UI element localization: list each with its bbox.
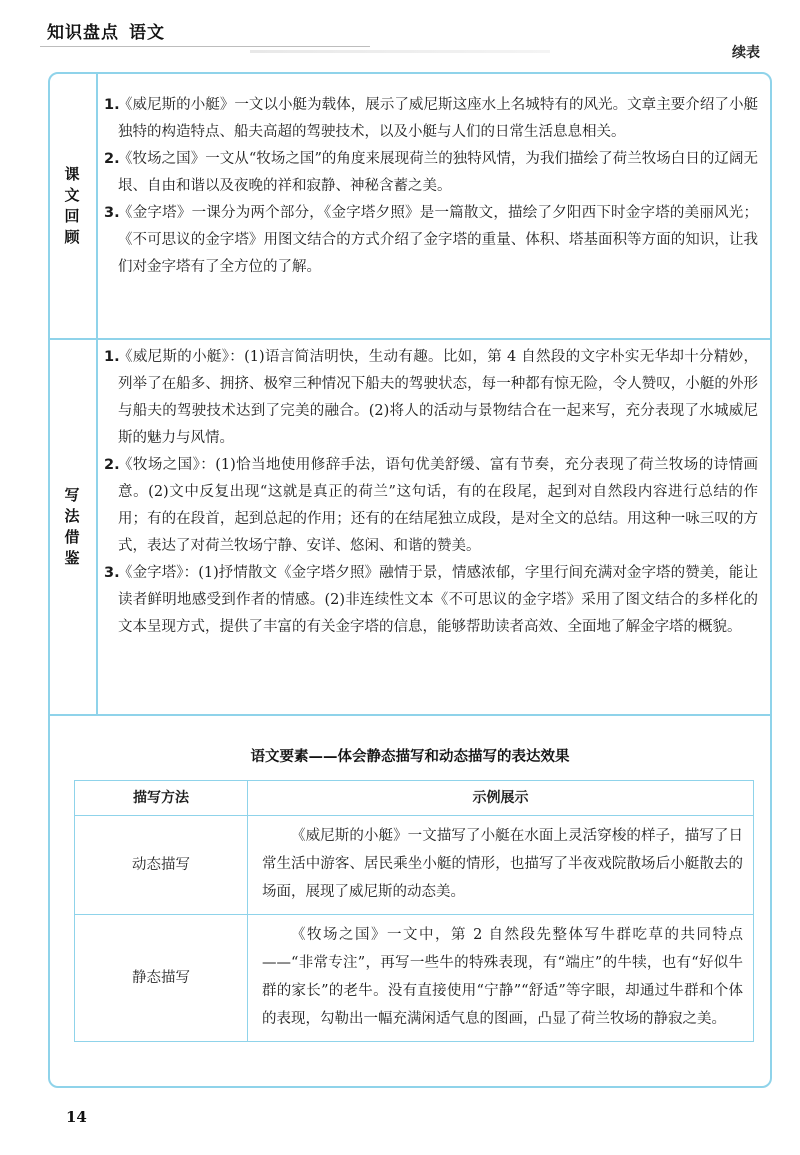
section-label-char: 回: [64, 207, 80, 225]
list-item: [104, 200, 758, 281]
section-label-char: 文: [64, 186, 80, 204]
section-label-writing: [48, 340, 96, 714]
section-label-char: 借: [64, 528, 80, 546]
label-column-divider: [96, 74, 98, 716]
item-text: 《牧场之国》一文从“牧场之国”的角度来展现荷兰的独特风情，为我们描绘了荷兰牧场白日的辽阔无垠、自由和谐以及夜晚的祥和寂静、神秘含蓄之美。: [118, 151, 758, 194]
table-header-row: [75, 781, 754, 816]
example-text: 《牧场之国》一文中，第 2 自然段先整体写牛群吃草的共同特点——“非常专注”，再写一些牛的特殊表现，有“端庄”的牛犊，也有“好似牛群的家长”的老牛。没有直接使用“宁静”“舒适”等字眼，却通过牛群和个体的表现，勾勒出一幅充满闲适气息的图画，凸显了荷兰牧场的静寂之美。: [262, 927, 743, 1027]
item-text: 《威尼斯的小艇》一文以小艇为载体，展示了威尼斯这座水上名城特有的风光。文章主要介绍了小艇独特的构造特点、船夫高超的驾驶技术，以及小艇与人们的日常生活息息相关。: [118, 97, 758, 140]
list-item: [104, 92, 758, 146]
section-body-review: [104, 92, 758, 281]
method-cell: 静态描写: [75, 915, 248, 1042]
column-header-method: 描写方法: [75, 781, 248, 816]
language-element-title: 语文要素——体会静态描写和动态描写的表达效果: [250, 749, 570, 765]
example-cell: [248, 915, 754, 1042]
example-cell: [248, 816, 754, 915]
table-row: [75, 816, 754, 915]
list-item: [104, 146, 758, 200]
section-label-char: 顾: [64, 228, 80, 246]
item-number: 3.: [104, 205, 120, 221]
method-cell: 动态描写: [75, 816, 248, 915]
header-divider: [40, 46, 370, 47]
section-label-review: [48, 74, 96, 338]
list-item: [104, 452, 758, 560]
item-number: 2.: [104, 151, 120, 167]
section-label-char: 课: [64, 165, 80, 183]
continued-label: 续表: [732, 45, 760, 61]
page-header: [47, 18, 165, 43]
description-methods-table: [74, 780, 754, 1042]
section-divider: [48, 338, 772, 340]
item-number: 1.: [104, 97, 120, 113]
item-number: 1.: [104, 349, 120, 365]
section-body-writing: [104, 344, 758, 641]
item-text: 《金字塔》一课分为两个部分，《金字塔夕照》是一篇散文，描绘了夕阳西下时金字塔的美丽风光；《不可思议的金字塔》用图文结合的方式介绍了金字塔的重量、体积、塔基面积等方面的知识，让我们对金字塔有了全方位的了解。: [118, 205, 758, 275]
page-number: 14: [66, 1108, 87, 1126]
section-label-char: 鉴: [64, 549, 80, 567]
section-divider: [48, 714, 772, 716]
item-text: 《威尼斯的小艇》：(1)语言简洁明快，生动有趣。比如，第 4 自然段的文字朴实无华却十分精妙，列举了在船多、拥挤、极窄三种情况下船夫的驾驶状态，每一种都有惊无险，令人赞叹，小艇的外形与船夫的驾驶技术达到了完美的融合。(2)将人的活动与景物结合在一起来写，充分表现了水城威尼斯的魅力与风情。: [118, 349, 758, 446]
list-item: [104, 344, 758, 452]
header-shade-bar: [250, 50, 550, 53]
item-number: 3.: [104, 565, 120, 581]
item-text: 《金字塔》：(1)抒情散文《金字塔夕照》融情于景，情感浓郁，字里行间充满对金字塔的赞美，能让读者鲜明地感受到作者的情感。(2)非连续性文本《不可思议的金字塔》采用了图文结合的多样化的文本呈现方式，提供了丰富的有关金字塔的信息，能够帮助读者高效、全面地了解金字塔的概貌。: [118, 565, 758, 635]
section-label-char: 法: [64, 507, 80, 525]
table-row: [75, 915, 754, 1042]
book-title: 知识盘点: [47, 23, 119, 43]
item-text: 《牧场之国》：(1)恰当地使用修辞手法，语句优美舒缓、富有节奏，充分表现了荷兰牧场的诗情画意。(2)文中反复出现“这就是真正的荷兰”这句话，有的在段尾，起到对自然段内容进行总结的作用；有的在段首，起到总起的作用；还有的在结尾独立成段，是对全文的总结。用这种一咏三叹的方式，表达了对荷兰牧场宁静、安详、悠闲、和谐的赞美。: [118, 457, 758, 554]
example-text: 《威尼斯的小艇》一文描写了小艇在水面上灵活穿梭的样子，描写了日常生活中游客、居民乘坐小艇的情形，也描写了半夜戏院散场后小艇散去的场面，展现了威尼斯的动态美。: [262, 828, 743, 900]
section-label-char: 写: [64, 486, 80, 504]
list-item: [104, 560, 758, 641]
item-number: 2.: [104, 457, 120, 473]
column-header-example: 示例展示: [248, 781, 754, 816]
subject-label: 语文: [129, 23, 165, 43]
